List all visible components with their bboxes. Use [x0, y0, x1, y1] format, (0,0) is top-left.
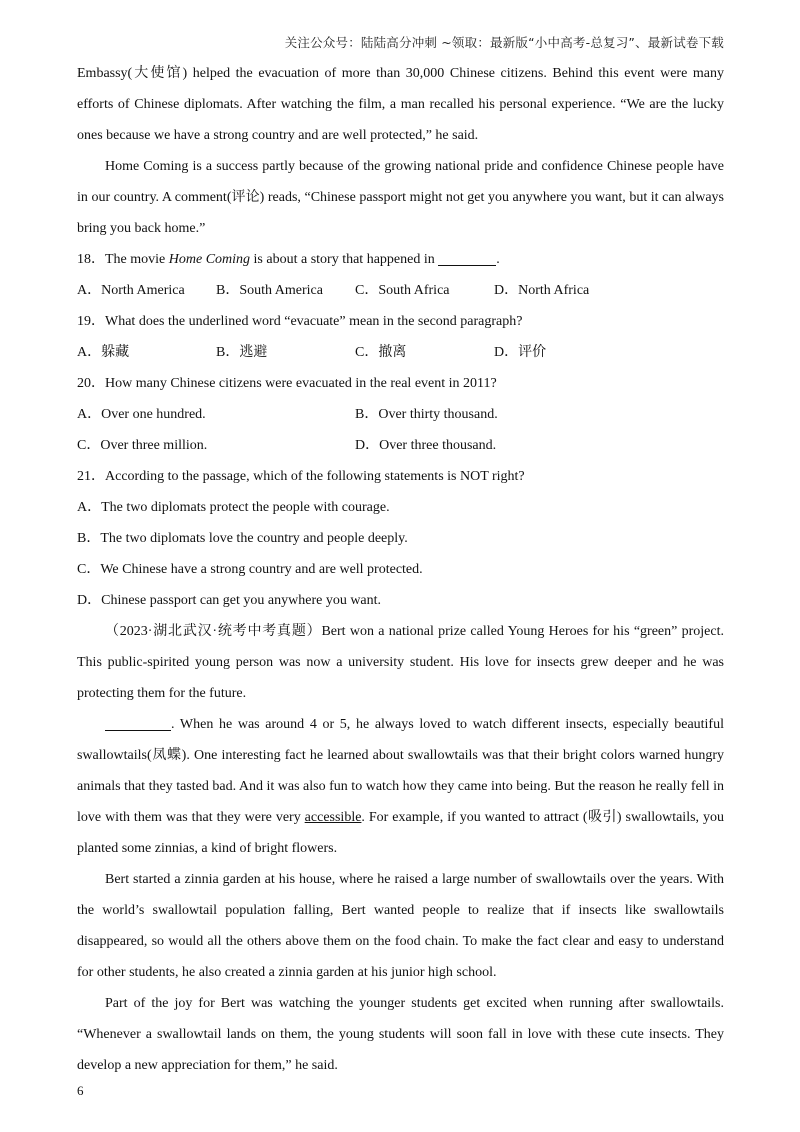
page-number: 6: [77, 1083, 84, 1098]
q21-option-b: B．The two diplomats love the country and people deeply.: [77, 531, 408, 546]
q18-option-d: D．North Africa: [494, 283, 590, 298]
passage2-paragraph-3: Bert started a zinnia garden at his house, where he raised a large number of swallowtails over the years. With the world’s swallowtail population falling, Bert wanted people to realize that if insects like swallowtails disappeared, so would all the others above them on the food chain. To make the fact clear and easy to understand for other students, he also created a zinnia garden at his junior high school.: [77, 872, 724, 980]
underlined-word-accessible: accessible: [304, 810, 362, 825]
q21-option-c: C．We Chinese have a strong country and are well protected.: [77, 562, 423, 577]
passage1-paragraph-1: Embassy(大使馆) helped the evacuation of more than 30,000 Chinese citizens. Behind this event were many efforts of Chinese diplomats. After watching the film, a man recalled his personal experience. “We are the lucky ones because we have a strong country and are well protected,” he said.: [77, 66, 724, 143]
q18-option-b: B．South America: [216, 283, 323, 298]
q19-option-b: B．逃避: [216, 345, 268, 360]
q19-option-c: C．撤离: [355, 345, 407, 360]
q19-options: [77, 337, 724, 368]
question-20: 20．How many Chinese citizens were evacuated in the real event in 2011?: [77, 376, 497, 391]
q21-option-a: A．The two diplomats protect the people with courage.: [77, 500, 390, 515]
p2-text-b: . For example, if you wanted to attract (吸引) swallowtails, you planted some zinnias, a kind of bright flowers.: [77, 810, 725, 856]
q21-option-d: D．Chinese passport can get you anywhere you want.: [77, 593, 382, 608]
q19-option-a: A．躲藏: [77, 345, 130, 360]
question-18: [77, 244, 724, 275]
q20-options-row-1: [77, 399, 724, 430]
q20-option-d: D．Over three thousand.: [355, 438, 497, 453]
q18-answer-blank: [438, 249, 496, 266]
p2-text-a: . When he was around 4 or 5, he always loved to watch different insects, especially beautiful swallowtails(凤蝶). One interesting fact he learned about swallowtails was that their bright colors warned hungry animals that they tasted bad. And it was also fun to watch how they came into being. But the reason he really fell in love with them was that they were very: [77, 717, 724, 825]
p2-answer-blank: [105, 714, 171, 731]
q18-end: .: [496, 252, 500, 267]
question-21: 21．According to the passage, which of the following statements is NOT right?: [77, 469, 525, 484]
question-19: 19．What does the underlined word “evacuate” mean in the second paragraph?: [77, 314, 523, 329]
q20-option-c: C．Over three million.: [77, 438, 208, 453]
document-body: [77, 58, 724, 1081]
q19-option-d: D．评价: [494, 345, 547, 360]
passage2-paragraph-1: （2023·湖北武汉·统考中考真题）Bert won a national prize called Young Heroes for his “green” project. This public-spirited young person was now a university student. His love for insects grew deeper and he was protecting them for the future.: [77, 624, 724, 701]
page-header: 关注公众号：陆陆高分冲刺 ~领取：最新版“小中高考-总复习”、最新试卷下载: [284, 35, 724, 50]
q20-options-row-2: [77, 430, 724, 461]
q18-options: [77, 275, 724, 306]
passage1-paragraph-2: Home Coming is a success partly because of the growing national pride and confidence Chinese people have in our country. A comment(评论) reads, “Chinese passport might not get you anywhere you want, but it can always bring you back home.”: [77, 159, 724, 236]
q18-prefix: 18．The movie: [77, 252, 169, 267]
q18-suffix: is about a story that happened in: [250, 252, 435, 267]
q18-movie-title: Home Coming: [168, 252, 251, 267]
q20-option-b: B．Over thirty thousand.: [355, 407, 498, 422]
q18-option-a: A．North America: [77, 283, 185, 298]
q18-option-c: C．South Africa: [355, 283, 450, 298]
q20-option-a: A．Over one hundred.: [77, 407, 206, 422]
passage2-paragraph-2: [77, 709, 724, 864]
passage2-paragraph-4: Part of the joy for Bert was watching the younger students get excited when running after swallowtails. “Whenever a swallowtail lands on them, the young students will soon fall in love with these cute insects. They develop a new appreciation for them,” he said.: [77, 996, 724, 1073]
